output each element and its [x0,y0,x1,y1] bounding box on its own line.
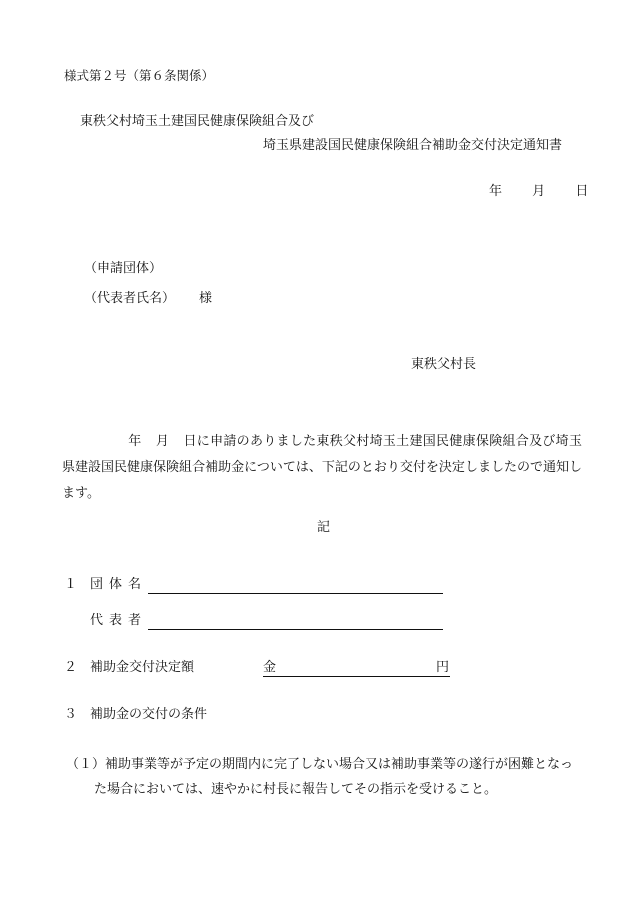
representative-item-label: 代表者 [90,613,148,628]
body-month: 月 [155,434,170,449]
date-line [489,185,588,198]
form-number: 様式第２号（第６条関係） [64,68,215,83]
body-text: 日に申請のありました東秩父村埼玉土建国民健康保険組合及び埼玉県建設国民健康保険組合補助金については、下記のとおり交付を決定しましたので通知します。 [62,434,582,501]
title-line-1: 東秩父村埼玉土建国民健康保険組合及び [80,114,315,129]
representative-blank-line [148,629,443,630]
date-year: 年 [489,184,503,199]
amount-blank-line [263,676,450,677]
date-month: 月 [532,184,546,199]
representative-label: （代表者氏名） [84,291,176,306]
conditions-label: 補助金の交付の条件 [90,707,208,722]
body-year: 年 [128,434,142,449]
title-line-2: 埼玉県建設国民健康保険組合補助金交付決定通知書 [263,138,563,153]
issuer: 東秩父村長 [411,357,477,372]
item1-number: １ [64,577,78,592]
item2-number: ２ [64,660,78,675]
date-day: 日 [575,184,589,199]
representative-line [84,292,212,305]
body-paragraph [62,429,582,507]
group-name-label: 団体名 [90,577,148,592]
condition-1: （１）補助事業等が予定の期間内に完了しない場合又は補助事業等の遂行が困難となった場合においては、速やかに村長に報告してその指示を受けること。 [66,757,574,797]
amount-suffix: 円 [436,660,450,675]
record-mark: 記 [317,520,331,535]
honorific: 様 [199,291,213,306]
applicant-label: （申請団体） [84,261,163,276]
amount-prefix: 金 [263,660,277,675]
item3-number: ３ [64,707,78,722]
group-name-blank-line [148,593,443,594]
grant-amount-label: 補助金交付決定額 [90,660,195,675]
